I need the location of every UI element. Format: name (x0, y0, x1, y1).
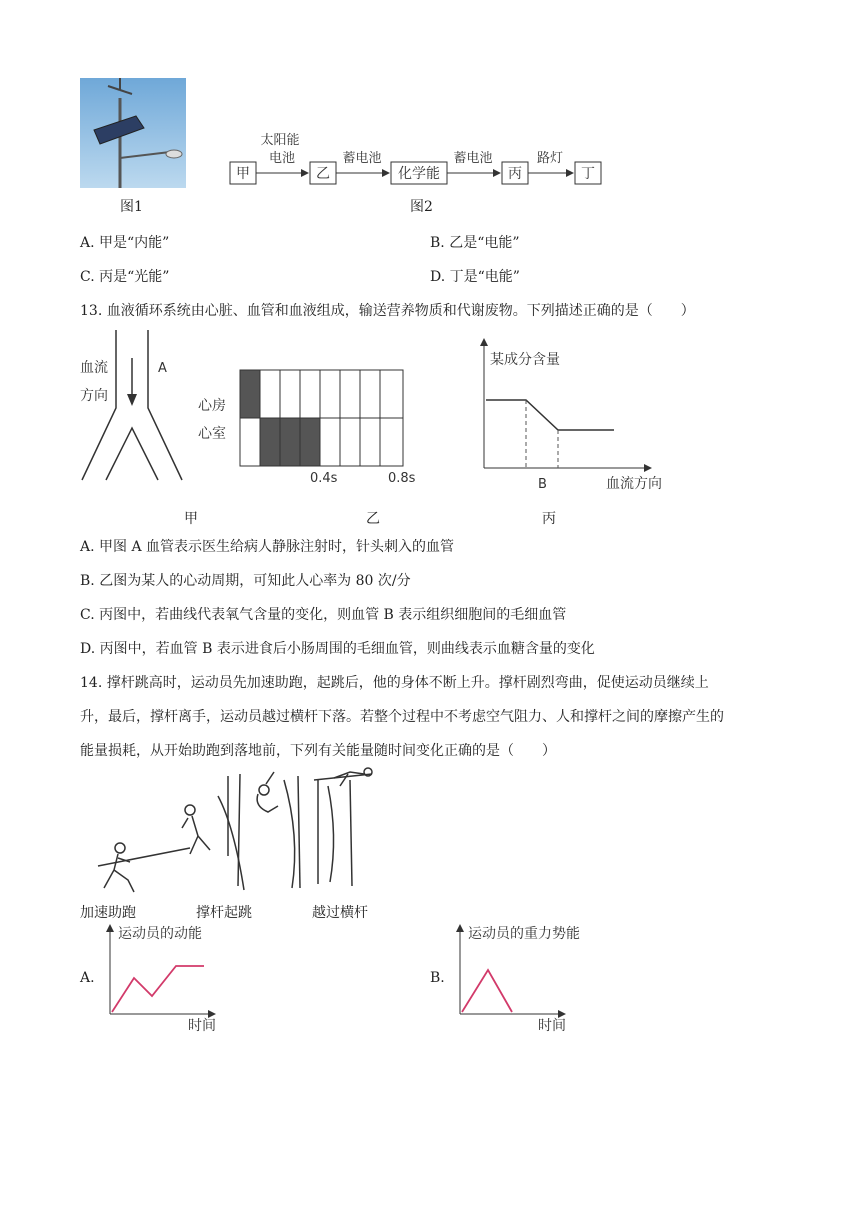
cardiac-cycle-grid (196, 366, 416, 490)
svg-text:血流: 血流 (80, 360, 108, 376)
svg-text:0.8s: 0.8s (388, 471, 416, 486)
energy-flow-diagram (225, 124, 605, 194)
q14-option-b[interactable]: B. (430, 970, 445, 986)
stage-takeoff: 撑杆起跳 (196, 905, 252, 921)
node-jia: 甲 (236, 166, 250, 182)
svg-text:0.4s: 0.4s (310, 471, 338, 486)
q13-stem: 13. 血液循环系统由心脏、血管和血液组成，输送营养物质和代谢废物。下列描述正确的是（ ） (80, 303, 695, 319)
q14-option-a[interactable]: A. (80, 970, 95, 986)
svg-text:A: A (158, 361, 167, 376)
svg-text:方向: 方向 (80, 388, 108, 404)
stage-run: 加速助跑 (80, 905, 136, 921)
q13-option-d[interactable]: D. 丙图中，若血管 B 表示进食后小肠周围的毛细血管，则曲线表示血糖含量的变化 (80, 641, 595, 657)
q13-option-c[interactable]: C. 丙图中，若曲线代表氧气含量的变化，则血管 B 表示组织细胞间的毛细血管 (80, 607, 567, 623)
svg-text:时间: 时间 (538, 1018, 566, 1034)
arrow-label: 蓄电池 (453, 151, 493, 166)
content-curve-figure (478, 334, 678, 494)
svg-text:B: B (538, 477, 547, 492)
node-ding: 丁 (581, 166, 595, 182)
q14-stem-line2: 升，最后，撑杆离手，运动员越过横杆下落。若整个过程中不考虑空气阻力、人和撑杆之间的摩擦产生的 (80, 709, 724, 725)
q14-stem-line3: 能量损耗，从开始助跑到落地前，下列有关能量随时间变化正确的是（ ） (80, 743, 556, 759)
svg-text:血流方向: 血流方向 (606, 476, 662, 492)
kinetic-energy-graph[interactable] (104, 922, 264, 1034)
q12-option-b[interactable]: B. 乙是“电能” (430, 235, 520, 251)
stage-over-bar: 越过横杆 (312, 905, 368, 921)
fig-jia-caption: 甲 (184, 511, 198, 527)
arrow-label: 路灯 (536, 151, 564, 166)
q14-stem-line1: 14. 撑杆跳高时，运动员先加速助跑，起跳后，他的身体不断上升。撑杆剧烈弯曲，促使运动员继续上 (80, 675, 709, 691)
q12-option-c[interactable]: C. 丙是“光能” (80, 269, 170, 285)
pole-vault-illustration (78, 766, 388, 896)
svg-text:时间: 时间 (188, 1018, 216, 1034)
fig-bing-caption: 丙 (542, 511, 556, 527)
arrow-label: 蓄电池 (342, 151, 382, 166)
svg-text:心房: 心房 (198, 398, 226, 414)
svg-text:运动员的动能: 运动员的动能 (118, 926, 202, 942)
node-chem: 化学能 (398, 166, 440, 182)
potential-energy-graph[interactable] (454, 922, 624, 1034)
svg-text:运动员的重力势能: 运动员的重力势能 (468, 926, 580, 942)
q12-option-a[interactable]: A. 甲是“内能” (80, 235, 170, 251)
node-yi: 乙 (316, 166, 330, 182)
fig1-caption: 图1 (120, 199, 143, 215)
node-bing: 丙 (508, 166, 522, 182)
vessel-branch-figure (78, 328, 190, 488)
q12-option-d[interactable]: D. 丁是“电能” (430, 269, 520, 285)
q13-option-a[interactable]: A. 甲图 A 血管表示医生给病人静脉注射时，针头刺入的血管 (80, 539, 455, 555)
potential-curve (462, 970, 512, 1012)
svg-text:某成分含量: 某成分含量 (490, 352, 560, 368)
arrow-label: 太阳能 (260, 133, 300, 148)
kinetic-curve (112, 966, 204, 1012)
arrow-label: 电池 (268, 151, 296, 166)
fig-yi-caption: 乙 (366, 511, 380, 527)
fig2-caption: 图2 (410, 199, 433, 215)
solar-streetlight-photo (80, 78, 186, 188)
q13-option-b[interactable]: B. 乙图为某人的心动周期，可知此人心率为 80 次/分 (80, 573, 411, 589)
svg-text:心室: 心室 (198, 426, 226, 442)
